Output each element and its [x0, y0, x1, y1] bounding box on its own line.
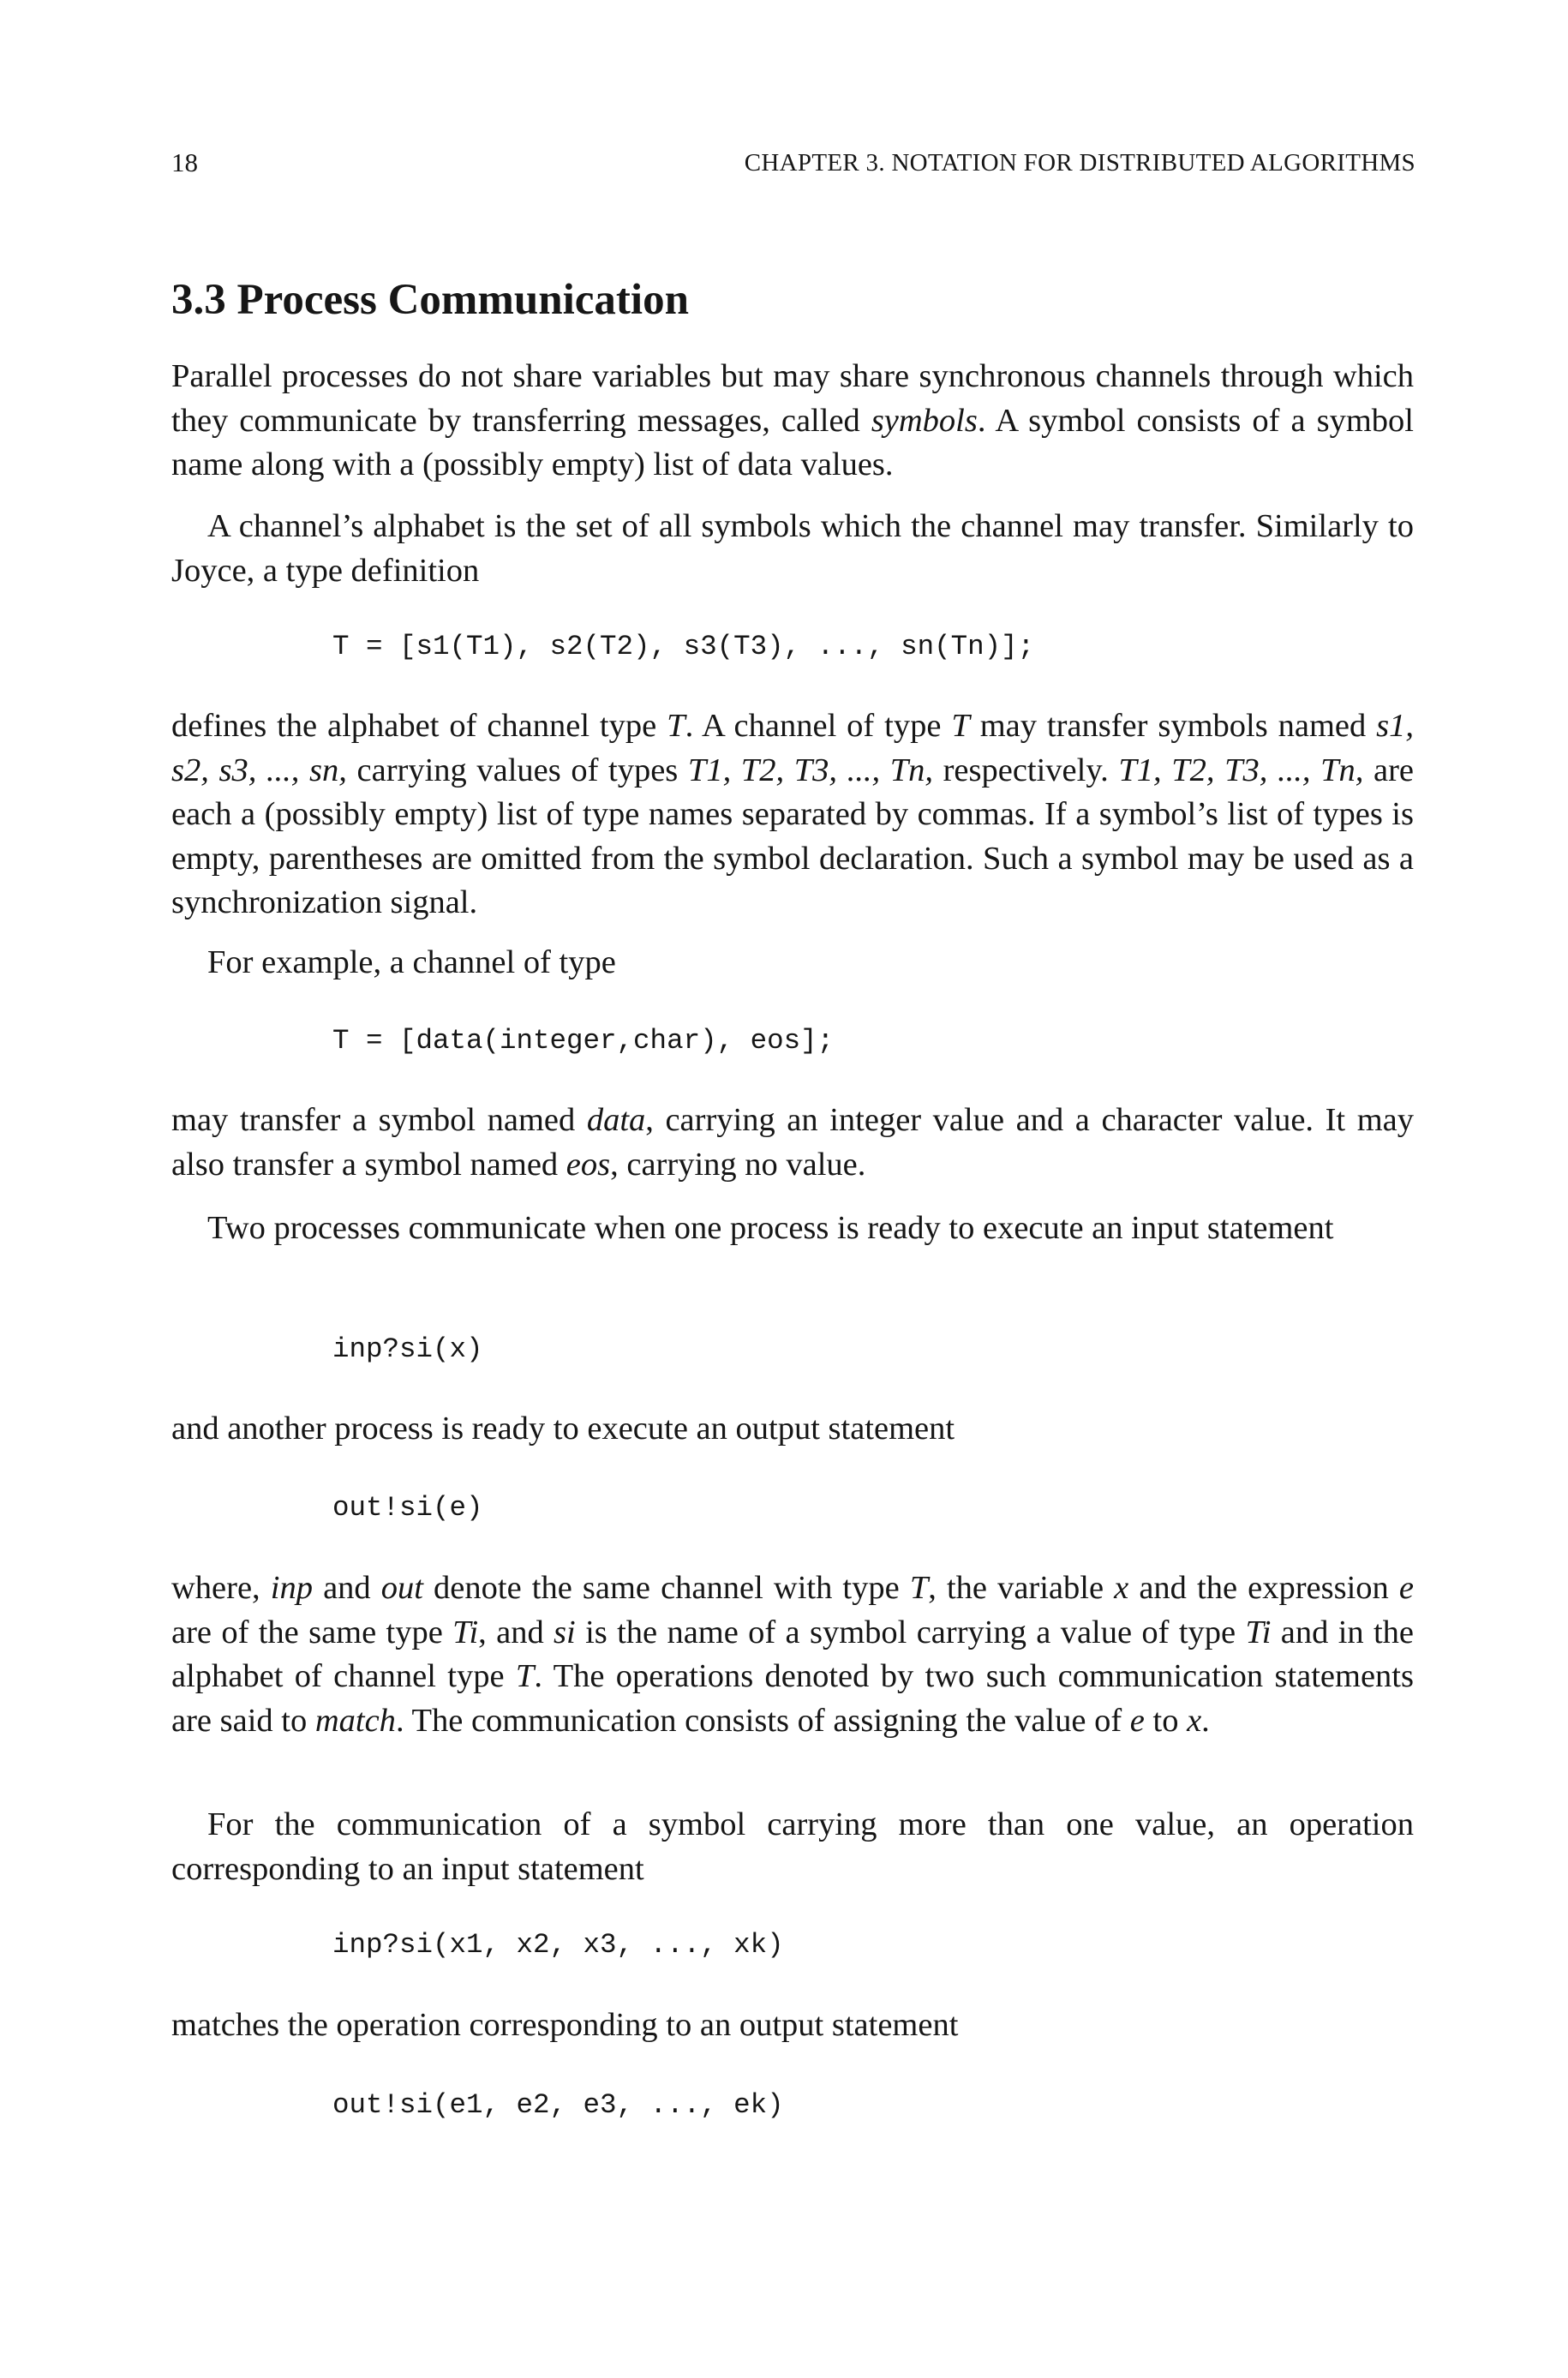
- paragraph-output-intro: and another process is ready to execute an output statement: [171, 1411, 955, 1447]
- running-head: CHAPTER 3. NOTATION FOR DISTRIBUTED ALGORITHMS: [744, 149, 1415, 177]
- code-example-type: T = [data(integer,char), eos];: [332, 1025, 835, 1057]
- paragraph-channels-symbols: Parallel processes do not share variables but may share synchronous channels through which they communicate by transferring messages, called symbols. A symbol consists of a symbol name along with a (possibly empty) list of data values.: [171, 358, 1414, 482]
- paragraph-two-processes: Two processes communicate when one process is ready to execute an input statement: [207, 1210, 1334, 1246]
- code-type-definition: T = [s1(T1), s2(T2), s3(T3), ..., sn(Tn)];: [332, 631, 1035, 662]
- code-multi-input: inp?si(x1, x2, x3, ..., xk): [332, 1929, 784, 1961]
- paragraph-data-eos: may transfer a symbol named data, carrying an integer value and a character value. It may also transfer a symbol named eos, carrying no value.: [171, 1102, 1414, 1183]
- paragraph-matches-output: matches the operation corresponding to an output statement: [171, 2007, 959, 2043]
- page-number: 18: [171, 147, 198, 177]
- paragraph-example: For example, a channel of type: [207, 944, 616, 980]
- code-input-statement: inp?si(x): [332, 1333, 483, 1365]
- code-multi-output: out!si(e1, e2, e3, ..., ek): [332, 2089, 784, 2121]
- paragraph-alphabet-definition: defines the alphabet of channel type T. A channel of type T may transfer symbols named s1, s2, s3, ..., sn, carrying values of types T1, T2, T3, ..., Tn, respectively. T1, T2, T3, ..., Tn, are each a (possibly empty) list of type names separated by commas. If a symbol’s list of types is empty, parentheses are omitted from the symbol declaration. Such a symbol may be used as a synchronization signal.: [171, 708, 1415, 920]
- section-heading: 3.3 Process Communication: [171, 276, 689, 324]
- paragraph-alphabet: A channel’s alphabet is the set of all symbols which the channel may transfer. Similarly to Joyce, a type definition: [171, 508, 1414, 589]
- paragraph-matching: where, inp and out denote the same channel with type T, the variable x and the expression e are of the same type Ti, and si is the name of a symbol carrying a value of type Ti and in the alphabet of channel type T. The operations denoted by two such communication statements are said to match. The communication consists of assigning the value of e to x.: [171, 1570, 1415, 1739]
- paragraph-multi-value: For the communication of a symbol carrying more than one value, an operation corresponding to an input statement: [171, 1806, 1414, 1887]
- code-output-statement: out!si(e): [332, 1492, 483, 1524]
